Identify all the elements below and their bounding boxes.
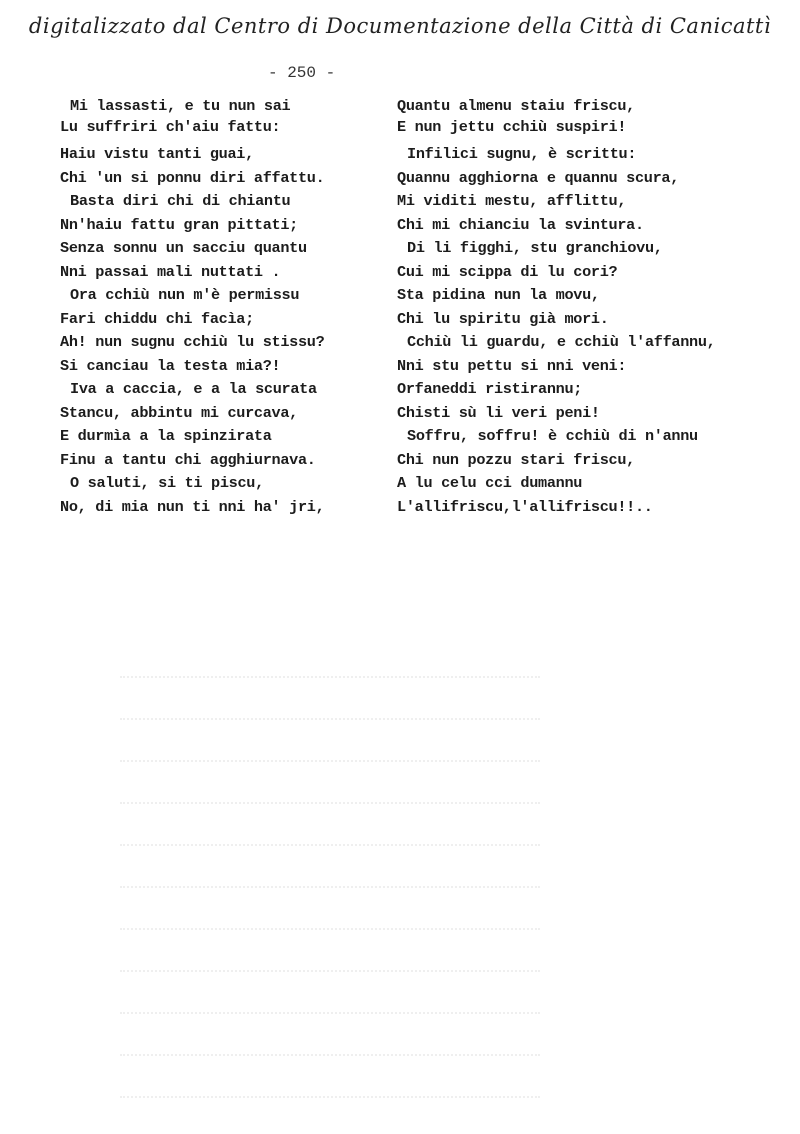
verse-line: A lu celu cci dumannu [397, 474, 583, 492]
digitization-watermark: digitalizzato dal Centro di Documentazione della Città di Canicattì [28, 14, 772, 38]
verse-line: Mi viditi mestu, afflittu, [397, 192, 627, 210]
verse-line: Chisti sù li veri peni! [397, 403, 600, 422]
verse-line: Di li figghi, stu granchiovu, [407, 239, 663, 257]
page-number: - 250 - [268, 64, 336, 82]
bleed-through-shadow [120, 640, 540, 1100]
poem-right-column [397, 96, 797, 519]
verse-line: Iva a caccia, e a la scurata [70, 380, 317, 398]
verse-line: Soffru, soffru! è cchiù di n'annu [407, 427, 698, 445]
verse-line: Chi lu spiritu già mori. [397, 309, 609, 328]
verse-line: Stancu, abbintu mi curcava, [60, 403, 298, 422]
verse-line: Sta pidina nun la movu, [397, 286, 600, 304]
verse-line: Cchiù li guardu, e cchiù l'affannu, [407, 333, 716, 351]
poem-left-column [60, 96, 390, 519]
verse-line: L'allifriscu,l'allifriscu!!.. [397, 497, 653, 516]
verse-line: Finu a tantu chi agghiurnava. [60, 450, 316, 469]
verse-line: Fari chiddu chi facìa; [60, 309, 254, 328]
verse-line: Infilici sugnu, è scrittu: [407, 145, 637, 163]
verse-line: Si canciau la testa mia?! [60, 356, 281, 375]
verse-line: Nni passai mali nuttati . [60, 262, 281, 281]
verse-line: Cui mi scippa di lu cori? [397, 262, 618, 281]
verse-line: Basta diri chi di chiantu [70, 192, 291, 210]
verse-line: Mi lassasti, e tu nun sai [70, 97, 291, 115]
verse-line: Orfaneddi ristirannu; [397, 380, 583, 398]
verse-line: O saluti, si ti piscu, [70, 474, 264, 492]
verse-line: Quannu agghiorna e quannu scura, [397, 168, 680, 187]
verse-line: Chi nun pozzu stari friscu, [397, 450, 635, 469]
verse-line: E nun jettu cchiù suspiri! [397, 118, 627, 136]
verse-line: No, di mia nun ti nni ha' jri, [60, 497, 325, 516]
verse-line: Nn'haiu fattu gran pittati; [60, 215, 298, 234]
verse-line: E durmìa a la spinzirata [60, 427, 272, 445]
verse-line: Quantu almenu staiu friscu, [397, 97, 635, 115]
verse-line: Ora cchiù nun m'è permissu [70, 286, 300, 304]
verse-line: Nni stu pettu si nni veni: [397, 356, 627, 375]
verse-line: Chi mi chianciu la svintura. [397, 215, 644, 234]
verse-line: Senza sonnu un sacciu quantu [60, 239, 307, 257]
verse-line: Ah! nun sugnu cchiù lu stissu? [60, 333, 325, 351]
verse-line: Haiu vistu tanti guai, [60, 145, 254, 163]
verse-line: Lu suffriri ch'aiu fattu: [60, 118, 281, 136]
verse-line: Chi 'un si ponnu diri affattu. [60, 168, 325, 187]
